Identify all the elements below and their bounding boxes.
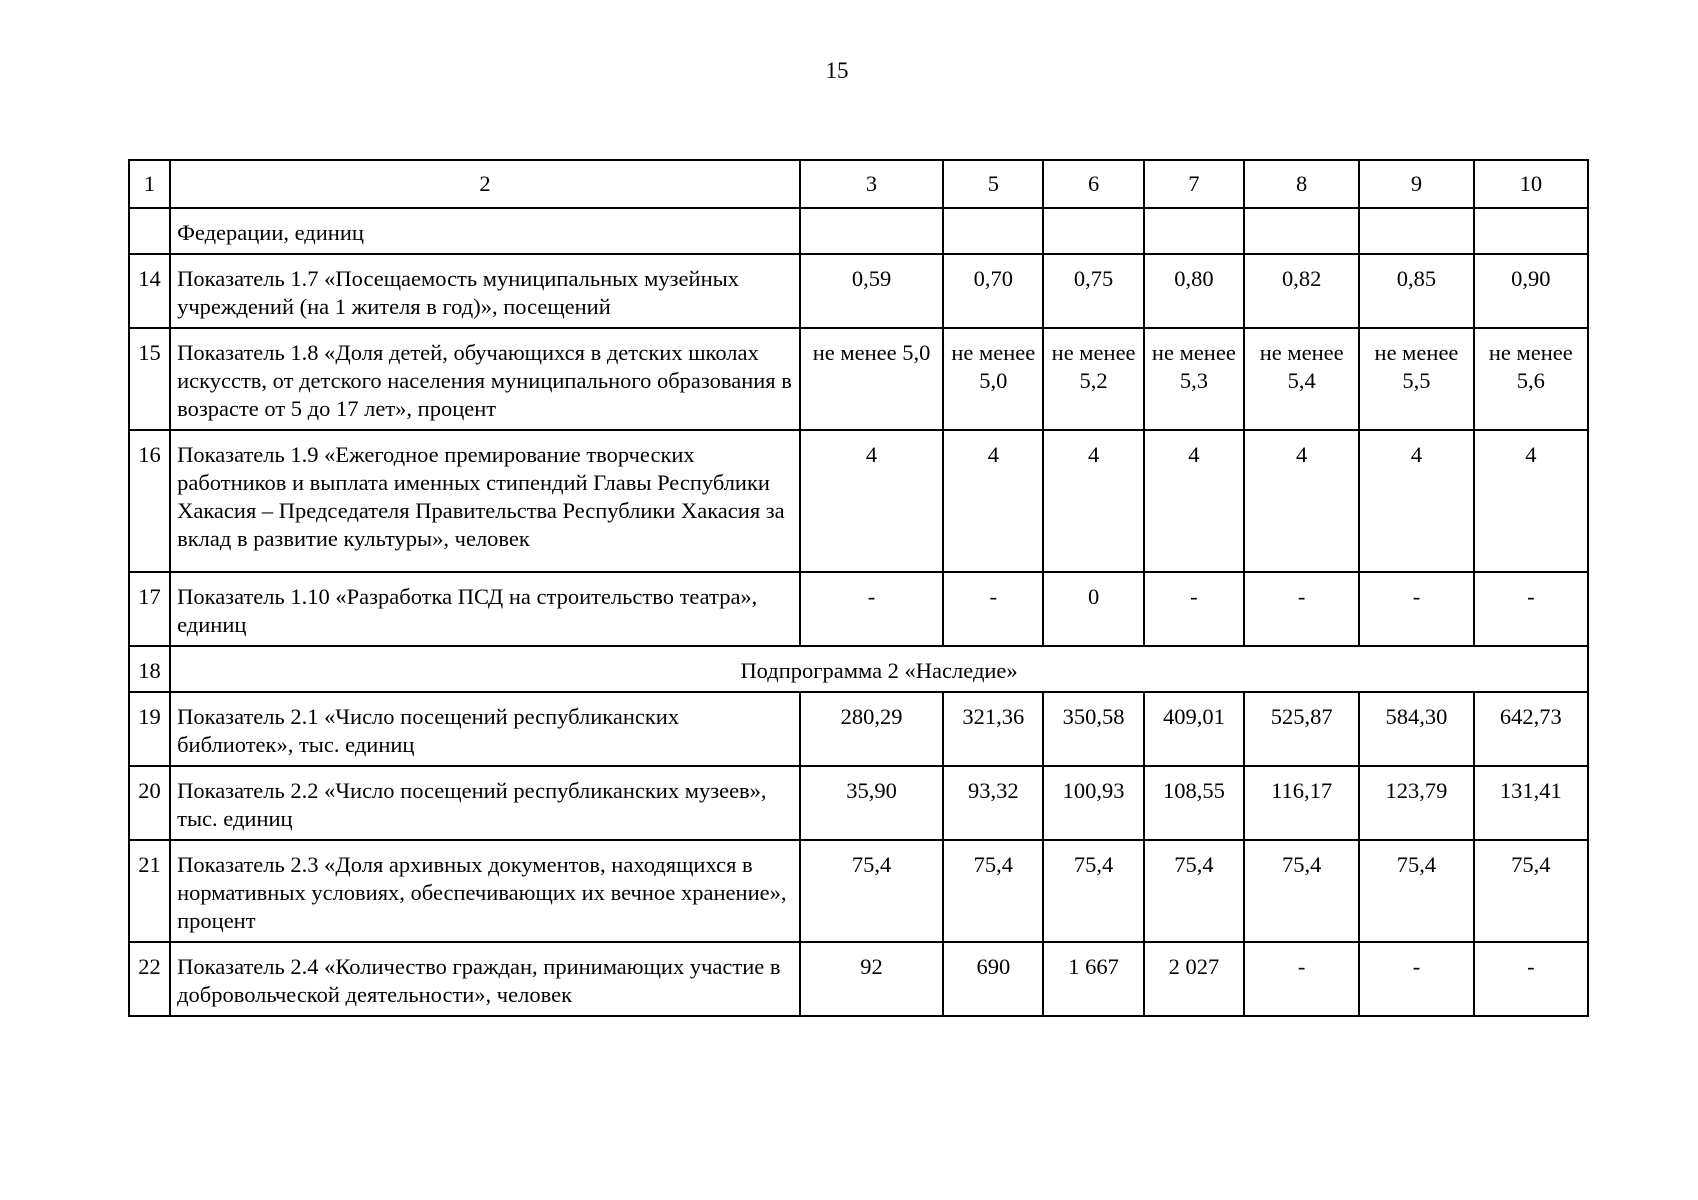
value-cell: -	[1359, 942, 1473, 1016]
header-cell: 8	[1244, 160, 1359, 208]
indicator-name: Федерации, единиц	[170, 208, 800, 254]
value-cell: -	[1244, 572, 1359, 646]
value-cell: -	[943, 572, 1043, 646]
value-cell: 4	[1474, 430, 1588, 572]
value-cell: 75,4	[800, 840, 943, 942]
value-cell: 75,4	[1359, 840, 1473, 942]
table-row	[129, 208, 1588, 254]
header-cell: 1	[129, 160, 170, 208]
value-cell: не менее 5,4	[1244, 328, 1359, 430]
value-cell: 584,30	[1359, 692, 1473, 766]
indicator-name: Показатель 2.2 «Число посещений республиканских музеев», тыс. единиц	[170, 766, 800, 840]
table-row	[129, 328, 1588, 430]
value-cell: не менее 5,5	[1359, 328, 1473, 430]
value-cell: 525,87	[1244, 692, 1359, 766]
table-header-row	[129, 160, 1588, 208]
value-cell: -	[800, 572, 943, 646]
value-cell: 0,85	[1359, 254, 1473, 328]
value-cell	[1474, 208, 1588, 254]
value-cell: 4	[1043, 430, 1143, 572]
value-cell: -	[1474, 942, 1588, 1016]
value-cell: 4	[1144, 430, 1244, 572]
row-number: 21	[129, 840, 170, 942]
indicator-name: Показатель 1.7 «Посещаемость муниципальных музейных учреждений (на 1 жителя в год)», посещений	[170, 254, 800, 328]
row-number: 16	[129, 430, 170, 572]
row-number: 20	[129, 766, 170, 840]
value-cell: 321,36	[943, 692, 1043, 766]
indicator-name: Показатель 2.1 «Число посещений республиканских библиотек», тыс. единиц	[170, 692, 800, 766]
value-cell: 4	[943, 430, 1043, 572]
value-cell: 0,80	[1144, 254, 1244, 328]
value-cell: -	[1359, 572, 1473, 646]
header-cell: 7	[1144, 160, 1244, 208]
value-cell: 75,4	[1043, 840, 1143, 942]
value-cell: не менее 5,6	[1474, 328, 1588, 430]
indicator-name: Показатель 2.3 «Доля архивных документов, находящихся в нормативных условиях, обеспечивающих их вечное хранение», процент	[170, 840, 800, 942]
value-cell: -	[1474, 572, 1588, 646]
row-number: 22	[129, 942, 170, 1016]
value-cell: 2 027	[1144, 942, 1244, 1016]
value-cell: 0	[1043, 572, 1143, 646]
value-cell: 642,73	[1474, 692, 1588, 766]
value-cell: 116,17	[1244, 766, 1359, 840]
value-cell: 280,29	[800, 692, 943, 766]
value-cell: 4	[1359, 430, 1473, 572]
value-cell: 35,90	[800, 766, 943, 840]
table-row	[129, 766, 1588, 840]
value-cell: не менее 5,0	[800, 328, 943, 430]
row-number: 18	[129, 646, 170, 692]
value-cell: -	[1144, 572, 1244, 646]
header-cell: 10	[1474, 160, 1588, 208]
table-row	[129, 430, 1588, 572]
row-number: 17	[129, 572, 170, 646]
table-row	[129, 840, 1588, 942]
value-cell: -	[1244, 942, 1359, 1016]
value-cell: 4	[1244, 430, 1359, 572]
indicator-name: Показатель 1.8 «Доля детей, обучающихся в детских школах искусств, от детского населения муниципального образования в возрасте от 5 до 17 лет», процент	[170, 328, 800, 430]
section-row	[129, 646, 1588, 692]
value-cell: 123,79	[1359, 766, 1473, 840]
value-cell	[1043, 208, 1143, 254]
table-row	[129, 942, 1588, 1016]
section-title: Подпрограмма 2 «Наследие»	[170, 646, 1588, 692]
value-cell: 92	[800, 942, 943, 1016]
value-cell: 1 667	[1043, 942, 1143, 1016]
indicator-name: Показатель 2.4 «Количество граждан, принимающих участие в добровольческой деятельности», человек	[170, 942, 800, 1016]
value-cell	[1359, 208, 1473, 254]
value-cell: 0,70	[943, 254, 1043, 328]
header-cell: 5	[943, 160, 1043, 208]
value-cell: 75,4	[1144, 840, 1244, 942]
value-cell: 75,4	[1474, 840, 1588, 942]
value-cell: 690	[943, 942, 1043, 1016]
header-cell: 2	[170, 160, 800, 208]
value-cell	[1244, 208, 1359, 254]
value-cell: 0,59	[800, 254, 943, 328]
row-number	[129, 208, 170, 254]
table-row	[129, 692, 1588, 766]
header-cell: 9	[1359, 160, 1473, 208]
table-row	[129, 254, 1588, 328]
value-cell: 0,82	[1244, 254, 1359, 328]
page-number	[0, 58, 1698, 84]
value-cell: 93,32	[943, 766, 1043, 840]
value-cell: 75,4	[943, 840, 1043, 942]
indicator-name: Показатель 1.9 «Ежегодное премирование творческих работников и выплата именных стипендий Главы Республики Хакасия – Председателя Правительства Республики Хакасия за вклад в развитие культуры», человек	[170, 430, 800, 572]
indicators-table	[128, 159, 1589, 1017]
value-cell: 0,75	[1043, 254, 1143, 328]
value-cell: не менее 5,3	[1144, 328, 1244, 430]
value-cell	[943, 208, 1043, 254]
value-cell: 350,58	[1043, 692, 1143, 766]
row-number: 19	[129, 692, 170, 766]
value-cell: 100,93	[1043, 766, 1143, 840]
value-cell: 4	[800, 430, 943, 572]
value-cell	[800, 208, 943, 254]
indicator-name: Показатель 1.10 «Разработка ПСД на строительство театра», единиц	[170, 572, 800, 646]
value-cell: 409,01	[1144, 692, 1244, 766]
table-row	[129, 572, 1588, 646]
page-number-text: 15	[825, 58, 849, 83]
value-cell: не менее 5,2	[1043, 328, 1143, 430]
value-cell: 0,90	[1474, 254, 1588, 328]
row-number: 14	[129, 254, 170, 328]
header-cell: 3	[800, 160, 943, 208]
value-cell: не менее 5,0	[943, 328, 1043, 430]
row-number: 15	[129, 328, 170, 430]
header-cell: 6	[1043, 160, 1143, 208]
value-cell: 108,55	[1144, 766, 1244, 840]
value-cell	[1144, 208, 1244, 254]
value-cell: 75,4	[1244, 840, 1359, 942]
value-cell: 131,41	[1474, 766, 1588, 840]
